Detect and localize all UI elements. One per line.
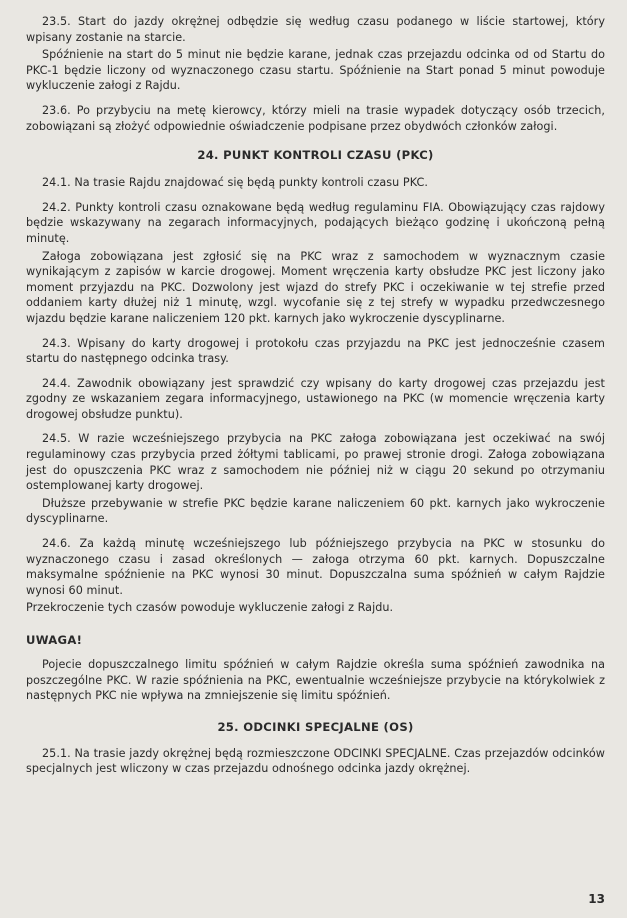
- paragraph-24-5-a: 24.5. W razie wcześniejszego przybycia na PKC załoga zobowiązana jest oczekiwać na swój regulaminowy czas przybycia przed żółtymi tablicami, po prawej stronie drogi. Załoga zobowiązana jest do opuszczenia PKC wraz z samochodem nie później niż w ciągu 20 sekund po otrzymaniu ostemplowanej karty drogowej.: [26, 432, 605, 493]
- paragraph-24-4: 24.4. Zawodnik obowiązany jest sprawdzić czy wpisany do karty drogowej czas przejazdu jest zgodny ze wskazaniem zegara informacyjnego, ustawionego na PKC (w momencie wręczenia karty drogowej obsłudze punktu).: [26, 376, 605, 421]
- uwaga-text: Pojecie dopuszczalnego limitu spóźnień w całym Rajdzie określa suma spóźnień zawodnika na poszczególne PKC. W razie spóźnienia na PKC, ewentualnie wcześniejsze przybycie na którykolwiek z następnych PKC nie wpływa na zmniejszenie się limitu spóźnień.: [26, 658, 605, 703]
- uwaga-heading: UWAGA!: [26, 633, 83, 647]
- paragraph-23-6: 23.6. Po przybyciu na metę kierowcy, którzy mieli na trasie wypadek dotyczący osób trzecich, zobowiązani są złożyć odpowiednie oświadczenie podpisane przez obydwóch członków załogi.: [26, 103, 605, 133]
- paragraph-23-5-late-start: Spóźnienie na start do 5 minut nie będzie karane, jednak czas przejazdu odcinka od od Startu do PKC-1 będzie liczony od wyznaczonego czasu startu. Spóźnienie na Start ponad 5 minut powoduje wykluczenie załogi z Rajdu.: [26, 48, 605, 93]
- section-heading-24: 24. PUNKT KONTROLI CZASU (PKC): [197, 148, 434, 163]
- paragraph-24-5-b: Dłuższe przebywanie w strefie PKC będzie karane naliczeniem 60 pkt. karnych jako wykroczenie dyscyplinarne.: [26, 496, 605, 526]
- paragraph-24-1: 24.1. Na trasie Rajdu znajdować się będą punkty kontroli czasu PKC.: [42, 176, 428, 190]
- paragraph-24-3: 24.3. Wpisany do karty drogowej i protokołu czas przyjazdu na PKC jest jednocześnie czasem startu do następnego odcinka trasy.: [26, 336, 605, 366]
- paragraph-24-2-b: Załoga zobowiązana jest zgłosić się na PKC wraz z samochodem w wyznacznym czasie wynikającym z zapisów w karcie drogowej. Moment wręczenia karty obsłudze PKC jest liczony jako moment przyjazdu na PKC. Dozwolony jest wjazd do strefy PKC i oczekiwanie w tej strefie przed oddaniem karty dłużej niż 1 minutę, wzgl. wycofanie się z tej strefy w wypadku przedwczesnego wjazdu będzie karane naliczeniem 120 pkt. karnych jako wykroczenie dyscyplinarne.: [26, 249, 605, 325]
- section-heading-25: 25. ODCINKI SPECJALNE (OS): [217, 719, 414, 734]
- page-number: 13: [588, 892, 605, 906]
- paragraph-24-6-a: 24.6. Za każdą minutę wcześniejszego lub późniejszego przybycia na PKC w stosunku do wyznaczonego czasu i zasad określonych — załoga otrzyma 60 pkt. karnych. Dopuszczalne maksymalne spóźnienie na PKC wynosi 30 minut. Dopuszczalna suma spóźnień w całym Rajdzie wynosi 60 minut.: [26, 537, 605, 597]
- paragraph-24-2-a: 24.2. Punkty kontroli czasu oznakowane będą według regulaminu FIA. Obowiązujący czas rajdowy będzie wskazywany na zegarach informacyjnych, podających bieżąco godzinę i ukończoną pełną minutę.: [26, 200, 605, 245]
- paragraph-25-1: 25.1. Na trasie jazdy okrężnej będą rozmieszczone ODCINKI SPECJALNE. Czas przejazdów odcinków specjalnych jest wliczony w czas przejazdu odnośnego odcinka jazdy okrężnej.: [26, 746, 605, 776]
- paragraph-23-5-start: 23.5. Start do jazdy okrężnej odbędzie się według czasu podanego w liście startowej, który wpisany zostanie na starcie.: [26, 15, 605, 44]
- paragraph-24-6-b: Przekroczenie tych czasów powoduje wykluczenie załogi z Rajdu.: [26, 601, 394, 615]
